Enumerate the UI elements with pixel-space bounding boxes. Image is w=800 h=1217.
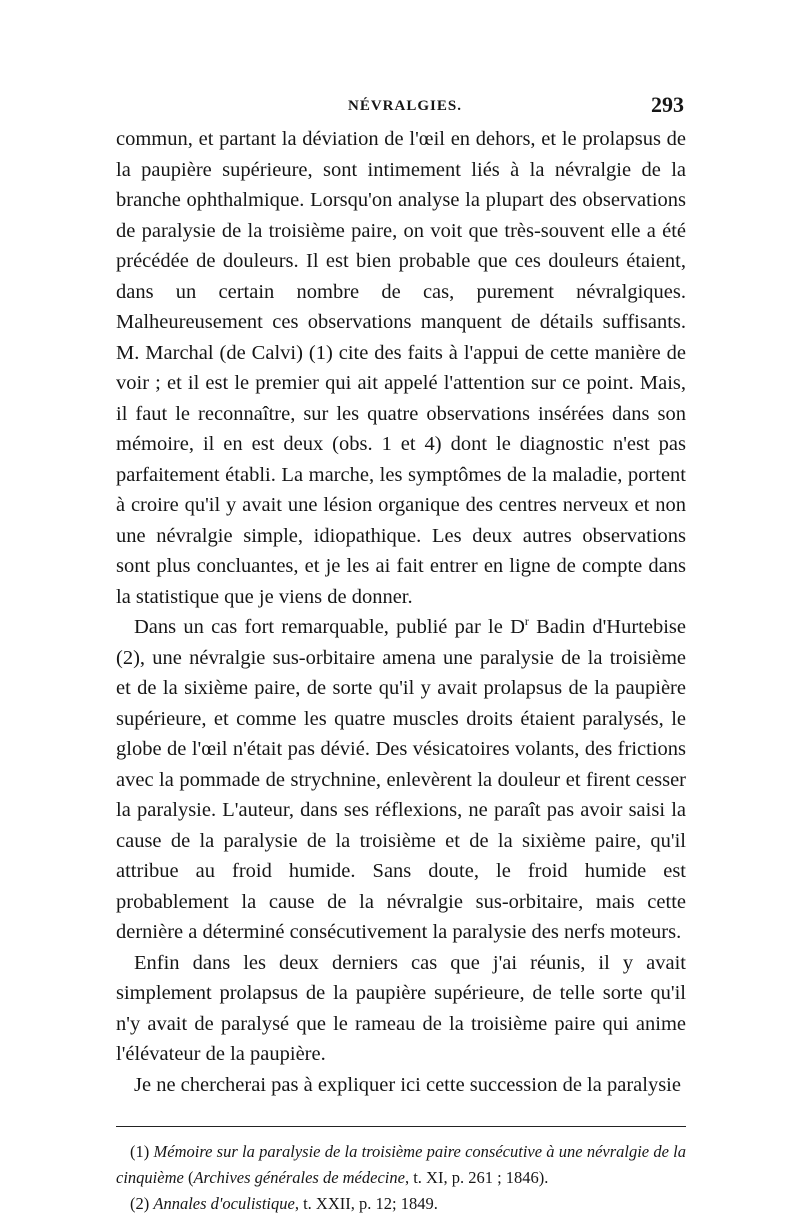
footnote-2 bbox=[116, 1191, 686, 1217]
footnote-1-paren: ( bbox=[183, 1168, 194, 1187]
paragraph-2 bbox=[116, 612, 686, 948]
footnote-1-journal: Archives générales de médecine bbox=[193, 1168, 405, 1187]
doctor-superscript: r bbox=[524, 614, 529, 629]
body-text bbox=[116, 124, 686, 1100]
page-number: 293 bbox=[651, 92, 684, 117]
footnotes bbox=[116, 1139, 686, 1217]
footnote-1-title: Mémoire sur la paralysie de la troisième paire consécutive à une névralgie de la cinquième bbox=[116, 1142, 687, 1187]
footnote-2-journal: Annales d'oculistique bbox=[153, 1194, 295, 1213]
footnote-2-citation: , t. XXII, p. 12; 1849. bbox=[294, 1194, 438, 1213]
paragraph-4: Je ne chercherai pas à expliquer ici cette succession de la paralysie bbox=[134, 1073, 681, 1096]
book-page bbox=[116, 94, 686, 1217]
footnote-divider bbox=[116, 1126, 686, 1127]
paragraph-2-start: Dans un cas fort remarquable, publié par le D bbox=[134, 616, 525, 638]
paragraph-2-rest: Badin d'Hurtebise (2), une névralgie sus-orbitaire amena une paralysie de la troisième et de la sixième paire, de sorte qu'il y avait prolapsus de la paupière supérieure, et comme les quatre muscles droits étaient paralysés, le globe de l'œil n'était pas dévié. Des vésicatoires volants, des frictions avec la pommade de strychnine, enlevèrent la douleur et firent cesser la paralysie. L'auteur, dans ses réflexions, ne paraît pas avoir saisi la cause de la paralysie de la troisième et de la sixième paire, qu'il attribue au froid humide. Sans doute, le froid humide est probablement la cause de la névralgie sus-orbitaire, mais cette dernière a déterminé consécutivement la paralysie des nerfs moteurs. bbox=[116, 616, 686, 943]
footnote-1 bbox=[116, 1139, 686, 1191]
running-head bbox=[116, 94, 686, 124]
footnote-2-number: (2) bbox=[130, 1194, 150, 1213]
footnote-1-citation: , t. XI, p. 261 ; 1846). bbox=[404, 1168, 549, 1187]
running-title: NÉVRALGIES. bbox=[348, 98, 462, 114]
paragraph-1: commun, et partant la déviation de l'œil en dehors, et le prolapsus de la paupière supérieure, sont intimement liés à la névralgie de la branche ophthalmique. Lorsqu'on analyse la plupart des observations de paralysie de la troisième paire, on voit que très-souvent elle a été précédée de douleurs. Il est bien probable que ces douleurs étaient, dans un certain nombre de cas, purement névralgiques. Malheureusement ces observations manquent de détails suffisants. M. Marchal (de Calvi) (1) cite des faits à l'appui de cette manière de voir ; et il est le premier qui ait appelé l'attention sur ce point. Mais, il faut le reconnaître, sur les quatre observations insérées dans son mémoire, il en est deux (obs. 1 et 4) dont le diagnostic n'est pas parfaitement établi. La marche, les symptômes de la maladie, portent à croire qu'il y avait une lésion organique des centres nerveux et non une névralgie simple, idiopathique. Les deux autres observations sont plus concluantes, et je les ai fait entrer en ligne de compte dans la statistique que je viens de donner. bbox=[116, 128, 686, 608]
paragraph-3: Enfin dans les deux derniers cas que j'ai réunis, il y avait simplement prolapsus de la paupière supérieure, de telle sorte qu'il n'y avait de paralysé que le rameau de la troisième paire qui anime l'élévateur de la paupière. bbox=[116, 951, 686, 1065]
footnote-1-number: (1) bbox=[130, 1142, 150, 1161]
